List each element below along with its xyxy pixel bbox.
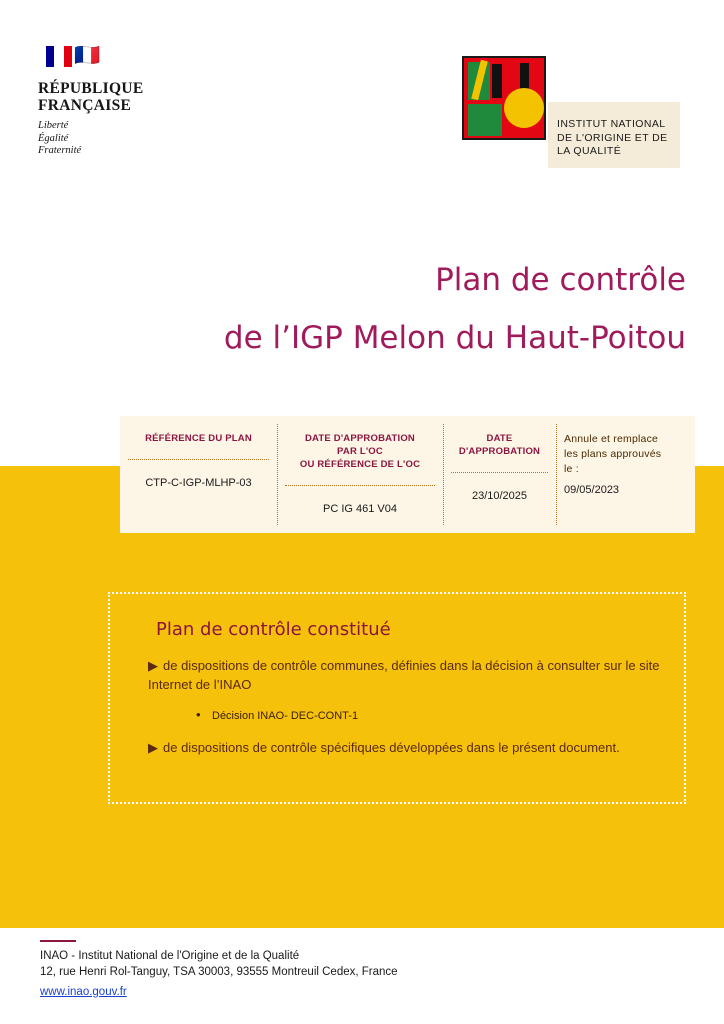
column-header-reference: RÉFÉRENCE DU PLAN (145, 433, 252, 444)
table-column-replaces (556, 416, 695, 533)
oc-header-line1: DATE D'APPROBATION (304, 433, 415, 444)
column-header-oc-approval (285, 432, 435, 471)
date-header-line2: D'APPROBATION (458, 446, 541, 457)
oc-header-line3: OU RÉFÉRENCE DE L'OC (299, 459, 421, 470)
date-header-line1: DATE (486, 433, 513, 444)
replaces-header-line1: Annule et remplace (564, 433, 659, 445)
bullet-common-provisions (148, 656, 662, 694)
box-title: Plan de contrôle constitué (156, 619, 391, 640)
sub-bullet-decision: • Décision INAO- DEC-CONT-1 (196, 708, 662, 724)
bullet-specific-provisions-text: de dispositions de contrôle spécifiques développées dans le présent document. (163, 740, 620, 755)
page-title-line2: de l’IGP Melon du Haut-Poitou (223, 320, 686, 356)
republique-motto (38, 120, 208, 158)
table-column-approval-date (443, 416, 556, 533)
replaces-header-line3: le : (564, 463, 579, 475)
motto-egalite: Égalité (38, 132, 69, 144)
republique-title (38, 80, 208, 114)
motto-fraternite: Fraternité (38, 145, 82, 156)
table-column-reference (120, 416, 277, 533)
footer-address: 12, rue Henri Rol-Tanguy, TSA 30003, 93555 Montreuil Cedex, France (40, 966, 398, 978)
column-separator (128, 459, 269, 460)
inao-logo-block (462, 56, 680, 168)
column-separator (285, 485, 435, 486)
triangle-bullet-icon: ▶ (148, 658, 158, 673)
plan-composition-box (108, 592, 686, 804)
column-header-replaces (564, 432, 687, 477)
oc-header-line2: PAR L'OC (337, 446, 383, 457)
page-title-line1: Plan de contrôle (435, 262, 686, 298)
document-header (0, 0, 724, 200)
column-value-reference: CTP-C-IGP-MLHP-03 (145, 477, 252, 489)
column-value-oc-approval: PC IG 461 V04 (323, 503, 397, 515)
republique-title-line1: RÉPUBLIQUE (38, 80, 144, 97)
inao-name-line1: INSTITUT NATIONAL (557, 118, 666, 130)
inao-name (557, 118, 668, 159)
page-title (0, 258, 686, 360)
motto-liberte: Liberté (38, 120, 69, 131)
footer-divider (40, 940, 76, 942)
bullet-specific-provisions (148, 738, 662, 757)
inao-name-line3: LA QUALITÉ (557, 145, 622, 157)
inao-name-line2: DE L'ORIGINE ET DE (557, 131, 668, 144)
footer-website-link[interactable]: www.inao.gouv.fr (40, 986, 127, 998)
republique-title-line2: FRANÇAISE (38, 97, 132, 114)
plan-reference-table (120, 416, 695, 533)
inao-logo-icon (462, 56, 546, 140)
republique-francaise-block (38, 42, 208, 158)
column-header-approval-date (451, 432, 548, 458)
table-column-oc-approval (277, 416, 443, 533)
bullet-common-provisions-text: de dispositions de contrôle communes, définies dans la décision à consulter sur le site Internet de l’INAO (148, 658, 660, 692)
footer-organisation: INAO - Institut National de l'Origine et de la Qualité (40, 950, 300, 962)
replaces-header-line2: les plans approuvés (564, 448, 662, 460)
french-flag-marianne-icon: 🇫🇷 (44, 42, 102, 76)
document-footer (40, 940, 680, 1000)
column-value-replaces: 09/05/2023 (564, 484, 620, 496)
column-value-approval-date: 23/10/2025 (471, 490, 528, 502)
triangle-bullet-icon: ▶ (148, 740, 158, 755)
column-separator (451, 472, 548, 473)
